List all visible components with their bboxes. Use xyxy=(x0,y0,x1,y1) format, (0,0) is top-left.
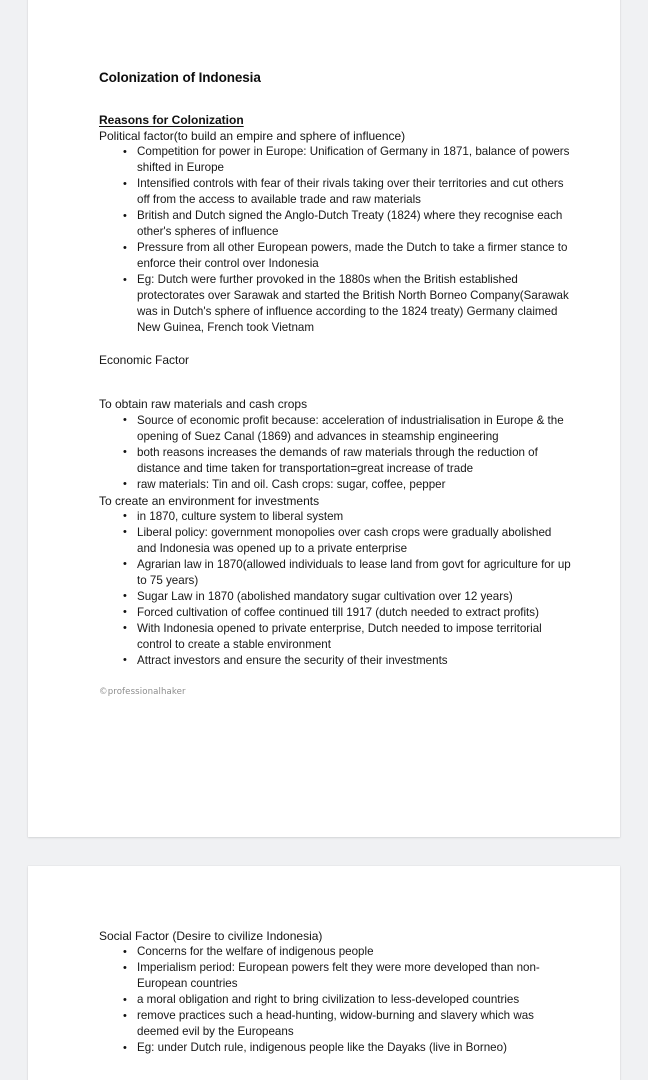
social-factor-bullet-list xyxy=(99,944,573,1056)
document-page-2 xyxy=(28,866,620,1080)
lead-raw-materials: To obtain raw materials and cash crops xyxy=(99,397,308,412)
heading-social-factor: Social Factor (Desire to civilize Indonesia) xyxy=(99,929,323,943)
list-item: • Forced cultivation of coffee continued till 1917 (dutch needed to extract profits) xyxy=(99,605,573,621)
list-item: • Imperialism period: European powers felt they were more developed than non-European countries xyxy=(99,960,573,992)
spacer xyxy=(99,669,573,687)
list-item: • Source of economic profit because: acceleration of industrialisation in Europe & the opening of Suez Canal (1869) and advances in steamship engineering xyxy=(99,413,573,445)
heading-political-factor: Political factor(to build an empire and sphere of influence) xyxy=(99,129,406,144)
page-title: Colonization of Indonesia xyxy=(99,70,261,85)
list-item: • raw materials: Tin and oil. Cash crops: sugar, coffee, pepper xyxy=(99,477,573,493)
investment-bullet-list xyxy=(99,509,573,669)
list-item: • Concerns for the welfare of indigenous people xyxy=(99,944,573,960)
spacer xyxy=(99,368,573,384)
spacer xyxy=(99,336,573,352)
list-item: • in 1870, culture system to liberal system xyxy=(99,509,573,525)
political-factor-bullet-list xyxy=(99,144,573,336)
list-item: • Intensified controls with fear of their rivals taking over their territories and cut others off from the access to available trade and raw materials xyxy=(99,176,573,208)
list-item: • Eg: Dutch were further provoked in the 1880s when the British established protectorates over Sarawak and started the British North Borneo Company(Sarawak was in Dutch's sphere of influence according to the 1824 treaty) Germany claimed New Guinea, French took Vietnam xyxy=(99,272,573,336)
heading-reasons-for-colonization: Reasons for Colonization xyxy=(99,113,244,128)
list-item: • Eg: under Dutch rule, indigenous people like the Dayaks (live in Borneo) xyxy=(99,1040,573,1056)
list-item: • Competition for power in Europe: Unification of Germany in 1871, balance of powers shifted in Europe xyxy=(99,144,573,176)
list-item: • Attract investors and ensure the security of their investments xyxy=(99,653,573,669)
list-item: • With Indonesia opened to private enterprise, Dutch needed to impose territorial control to create a stable environment xyxy=(99,621,573,653)
spacer xyxy=(99,384,573,396)
heading-economic-factor: Economic Factor xyxy=(99,353,190,368)
list-item: • Sugar Law in 1870 (abolished mandatory sugar cultivation over 12 years) xyxy=(99,589,573,605)
page-1-content xyxy=(99,70,573,698)
list-item: • remove practices such a head-hunting, widow-burning and slavery which was deemed evil by the Europeans xyxy=(99,1008,573,1040)
page-2-content xyxy=(99,928,573,1056)
raw-materials-bullet-list xyxy=(99,413,573,493)
document-page-1 xyxy=(28,0,620,837)
list-item: • both reasons increases the demands of raw materials through the reduction of distance and time taken for transportation=great increase of trade xyxy=(99,445,573,477)
list-item: • Liberal policy: government monopolies over cash crops were gradually abolished and Indonesia was opened up to a private enterprise xyxy=(99,525,573,557)
copyright-credit: ©professionalhaker xyxy=(99,686,186,697)
list-item: • Pressure from all other European powers, made the Dutch to take a firmer stance to enforce their control over Indonesia xyxy=(99,240,573,272)
list-item: • British and Dutch signed the Anglo-Dutch Treaty (1824) where they recognise each other's spheres of influence xyxy=(99,208,573,240)
list-item: • a moral obligation and right to bring civilization to less-developed countries xyxy=(99,992,573,1008)
lead-investment-environment: To create an environment for investments xyxy=(99,493,320,508)
list-item: • Agrarian law in 1870(allowed individuals to lease land from govt for agriculture for up to 75 years) xyxy=(99,557,573,589)
